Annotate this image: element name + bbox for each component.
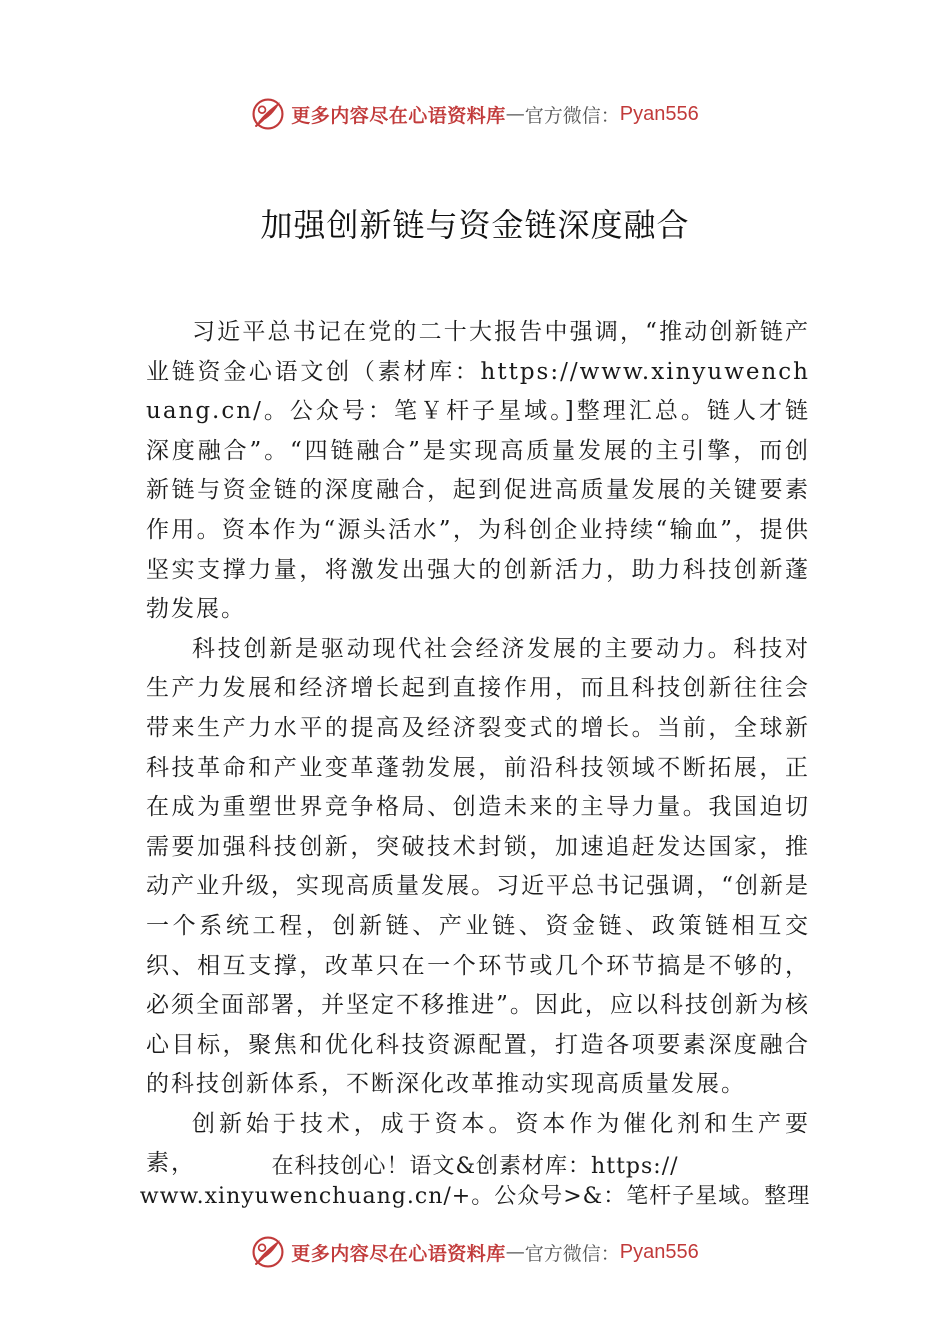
banner-wechat-id: Pyan556 xyxy=(619,1240,699,1263)
banner-wechat-label: 官方微信： xyxy=(524,104,620,127)
quill-pen-logo-icon xyxy=(251,1235,285,1269)
footer-banner xyxy=(0,1230,950,1274)
footer-watermark-text xyxy=(0,1152,950,1212)
paragraph-1: 习近平总书记在党的二十大报告中强调，“推动创新链产业链资金心语文创（素材库：https://www.xinyuwenchuang.cn/。公众号：笔￥杆子星域。]整理汇总。链人才链深度融合”。“四链融合”是实现高质量发展的主引擎，而创新链与资金链的深度融合，起到促进高质量发展的关键要素作用。资本作为“源头活水”，为科创企业持续“输血”，提供坚实支撑力量，将激发出强大的创新活力，助力科技创新蓬勃发展。 xyxy=(146,319,810,623)
banner-separator: — xyxy=(505,1241,525,1263)
footer-line-1: 在科技创心！语文&创素材库：https:// xyxy=(271,1154,679,1179)
banner-slogan: 更多内容尽在心语资料库 xyxy=(291,104,506,127)
footer-line-2: www.xinyuwenchuang.cn/+。公众号>&：笔杆子星域。整理 xyxy=(139,1184,811,1209)
paragraph-2: 科技创新是驱动现代社会经济发展的主要动力。科技对生产力发展和经济增长起到直接作用，而且科技创新往往会带来生产力水平的提高及经济裂变式的增长。当前，全球新科技革命和产业变革蓬勃发展，前沿科技领域不断拓展，正在成为重塑世界竞争格局、创造未来的主导力量。我国迫切需要加强科技创新，突破技术封锁，加速追赶发达国家，推动产业升级，实现高质量发展。习近平总书记强调，“创新是一个系统工程，创新链、产业链、资金链、政策链相互交织、相互支撑，改革只在一个环节或几个环节搞是不够的，必须全面部署，并坚定不移推进”。因此，应以科技创新为核心目标，聚焦和优化科技资源配置，打造各项要素深度融合的科技创新体系，不断深化改革推动实现高质量发展。 xyxy=(146,635,810,1098)
banner-wechat-label: 官方微信： xyxy=(524,1242,620,1265)
banner-wechat-id: Pyan556 xyxy=(619,102,699,125)
document-title: 加强创新链与资金链深度融合 xyxy=(260,206,690,244)
banner-slogan: 更多内容尽在心语资料库 xyxy=(291,1242,506,1265)
document-body xyxy=(146,313,810,1184)
paragraph-3: 创新始于技术，成于资本。资本作为催化剂和生产要素， xyxy=(146,1110,810,1177)
quill-pen-logo-icon xyxy=(251,97,285,131)
banner-separator: — xyxy=(505,103,525,125)
header-banner xyxy=(0,92,950,136)
